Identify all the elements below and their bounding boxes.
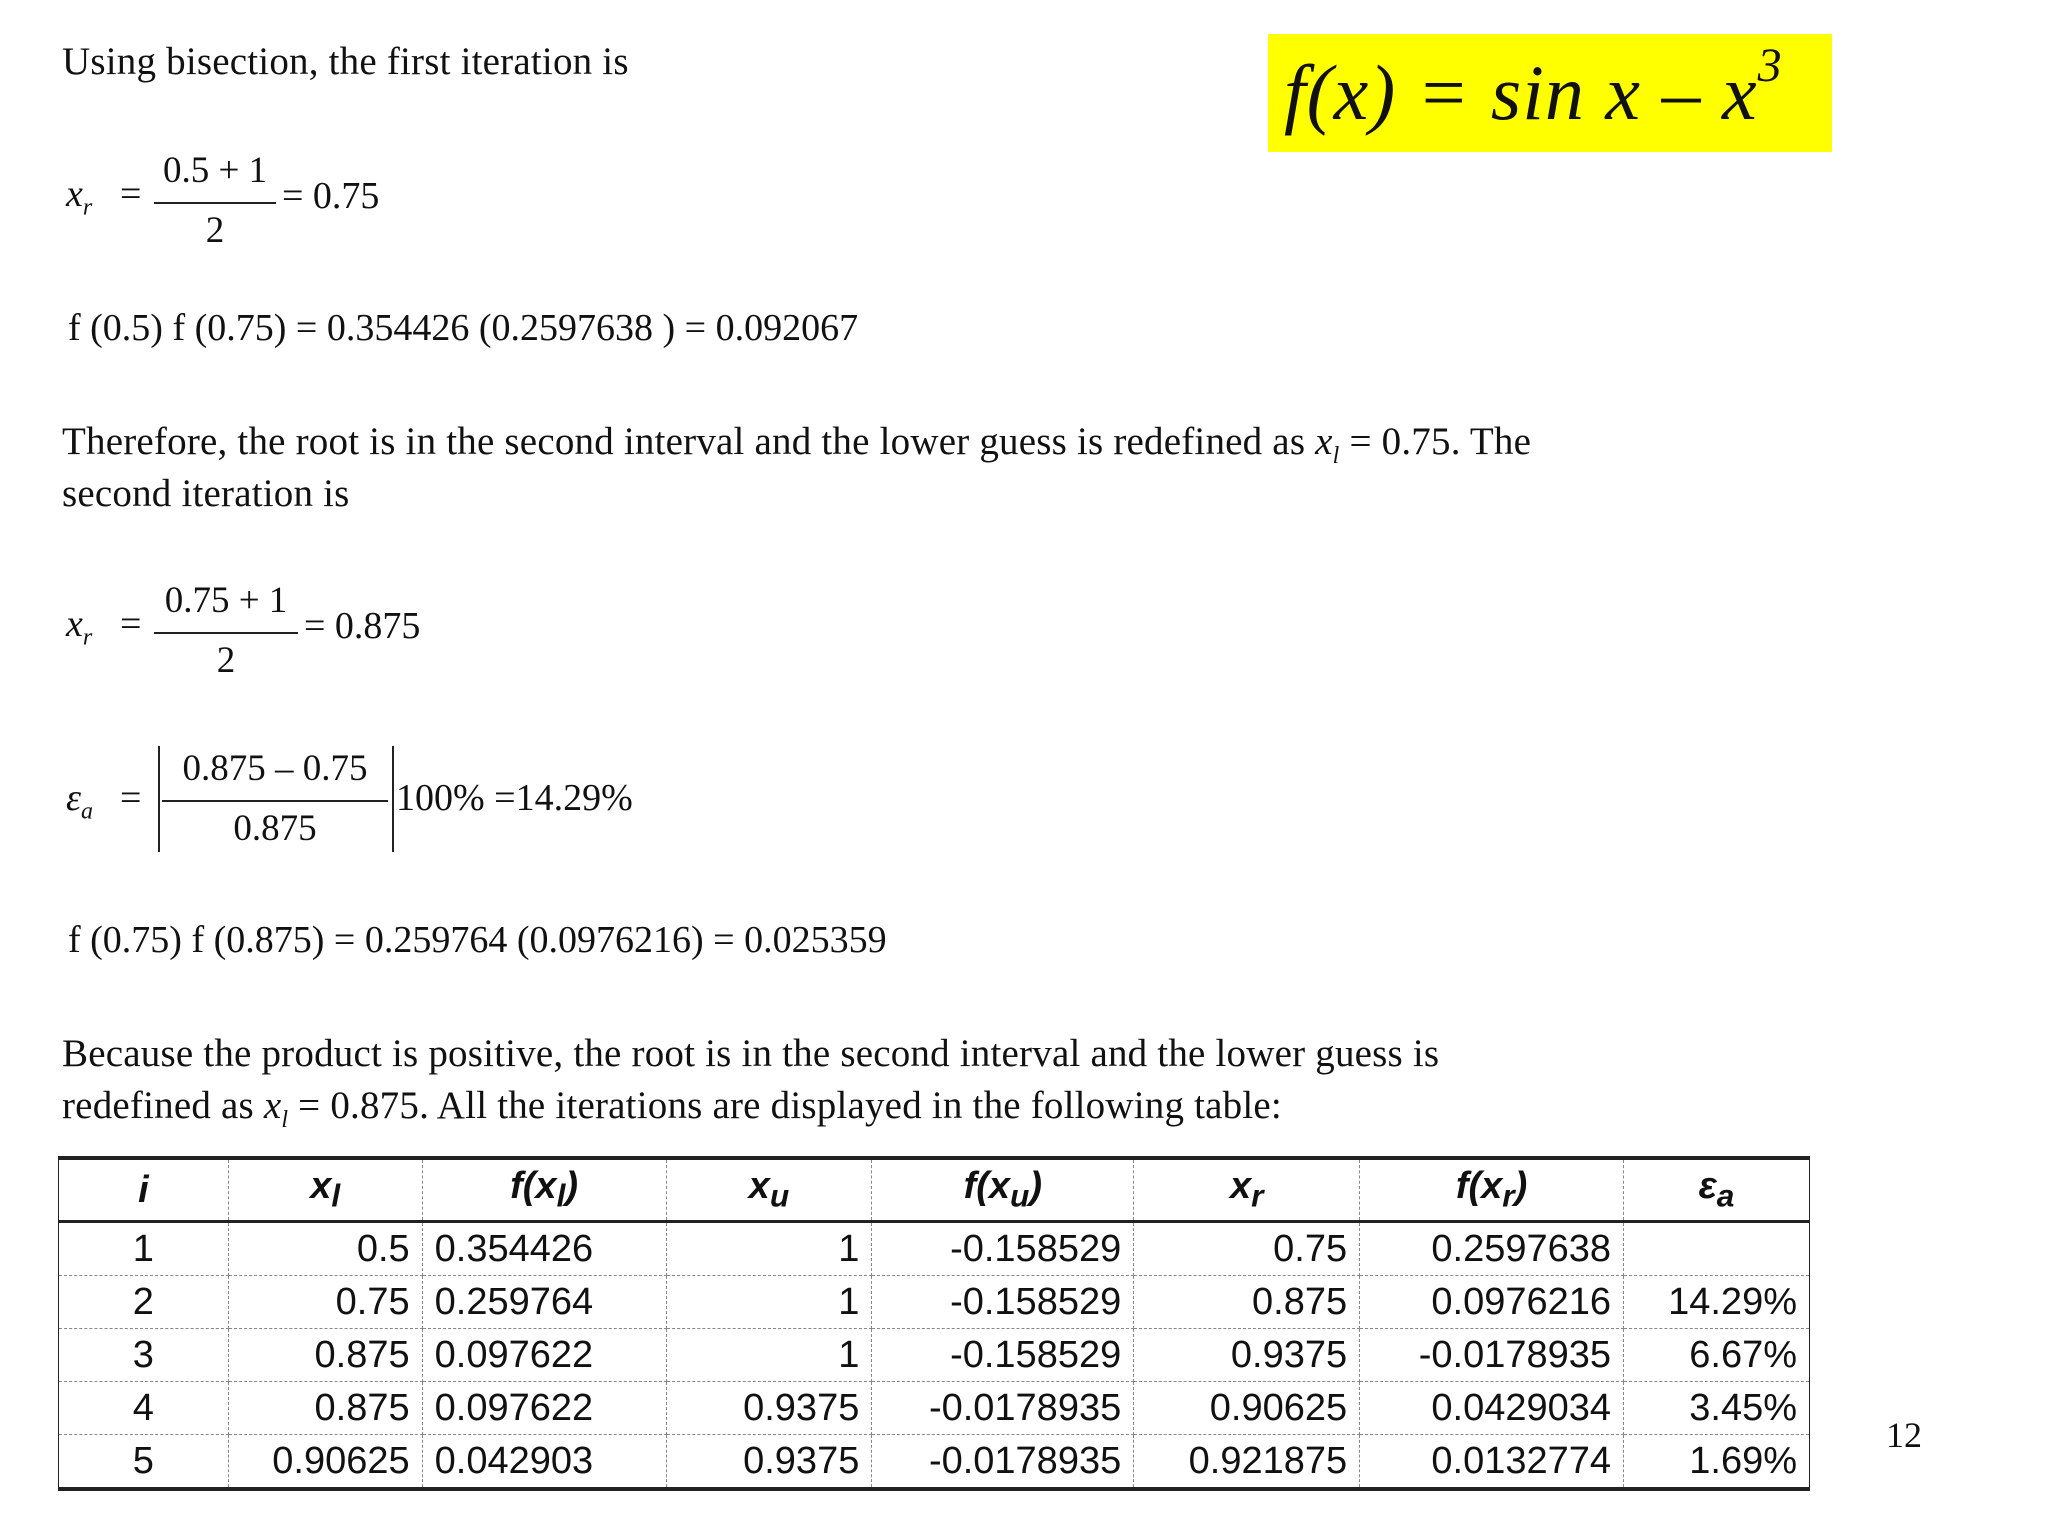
cell-xr: 0.921875 (1134, 1435, 1360, 1490)
eq4-fraction (162, 748, 388, 850)
cell-i: 5 (59, 1435, 229, 1490)
table-row (59, 1435, 1810, 1490)
eq4-denominator: 0.875 (233, 808, 317, 849)
eq1-fraction-bar (154, 202, 276, 204)
eq1-numerator: 0.5 + 1 (162, 150, 268, 191)
cell-xu: 0.9375 (666, 1382, 872, 1435)
cell-i: 4 (59, 1382, 229, 1435)
cell-xl: 0.90625 (228, 1435, 422, 1490)
cell-i: 1 (59, 1222, 229, 1276)
eq1-denominator: 2 (205, 210, 225, 251)
table-row (59, 1276, 1810, 1329)
page-number: 12 (1886, 1415, 1922, 1455)
cell-xl: 0.5 (228, 1222, 422, 1276)
cell-xu: 1 (666, 1329, 872, 1382)
eq3-lhs (66, 602, 92, 652)
header-i: i (59, 1158, 229, 1222)
cell-xu: 0.9375 (666, 1435, 872, 1490)
eq1-fraction (154, 150, 276, 252)
para3-var-sub: l (281, 1106, 289, 1133)
cell-fxu: -0.0178935 (872, 1435, 1134, 1490)
function-label-text: f(x) = sin x – x (1284, 49, 1758, 136)
cell-ea: 6.67% (1624, 1329, 1810, 1382)
table-row (59, 1382, 1810, 1435)
eq3-denominator: 2 (216, 640, 236, 681)
cell-ea: 14.29% (1624, 1276, 1810, 1329)
cell-xr: 0.9375 (1134, 1329, 1360, 1382)
cell-xl: 0.75 (228, 1276, 422, 1329)
cell-xu: 1 (666, 1276, 872, 1329)
cell-fxr: 0.0132774 (1360, 1435, 1624, 1490)
header-fxr: $f(x_r)$ (1360, 1158, 1624, 1222)
cell-ea: 3.45% (1624, 1382, 1810, 1435)
function-label (1284, 39, 1783, 138)
table-row (59, 1329, 1810, 1382)
para3-var: x (263, 1084, 282, 1127)
table-row (59, 1222, 1810, 1276)
cell-xr: 0.875 (1134, 1276, 1360, 1329)
cell-fxr: 0.2597638 (1360, 1222, 1624, 1276)
eq4-equals: = (120, 777, 142, 819)
cell-ea: 1.69% (1624, 1435, 1810, 1490)
eq2: f (0.5) f (0.75) = 0.354426 (0.2597638 ) = 0.092067 (68, 307, 859, 349)
cell-fxl: 0.097622 (422, 1329, 666, 1382)
cell-fxl: 0.042903 (422, 1435, 666, 1490)
cell-fxl: 0.259764 (422, 1276, 666, 1329)
header-fxl: $f(x_l)$ (422, 1158, 666, 1222)
iterations-table (58, 1156, 1810, 1491)
cell-fxu: -0.158529 (872, 1276, 1134, 1329)
eq4-lhs-sub: a (80, 798, 93, 825)
cell-xr: 0.75 (1134, 1222, 1360, 1276)
para3-line2 (62, 1080, 1282, 1146)
cell-fxu: -0.158529 (872, 1329, 1134, 1382)
eq3-equals: = (120, 603, 142, 645)
eq1-equals: = (120, 173, 142, 215)
eq4-abs-bar-right (392, 746, 394, 852)
header-ea: $\varepsilon_a$ (1624, 1158, 1810, 1222)
para3-line2-a: redefined as (62, 1084, 264, 1127)
eq3-fraction-bar (154, 632, 298, 634)
para3-line2-b: = 0.875. All the iterations are displayed in the following table: (288, 1084, 1282, 1127)
eq4-lhs-var: ε (66, 777, 81, 819)
eq4-numerator: 0.875 – 0.75 (182, 748, 368, 789)
cell-ea (1624, 1222, 1810, 1276)
eq4-result: 100% =14.29% (396, 777, 633, 819)
eq3-numerator: 0.75 + 1 (164, 580, 288, 621)
intro-text: Using bisection, the first iteration is (62, 40, 629, 83)
para2-line1-a: Therefore, the root is in the second interval and the lower guess is redefined as (62, 420, 1316, 463)
cell-xu: 1 (666, 1222, 872, 1276)
para2-line2: second iteration is (62, 472, 350, 515)
table-header-row (59, 1158, 1810, 1222)
eq1-result: = 0.75 (282, 175, 380, 217)
header-xl: $x_l$ (228, 1158, 422, 1222)
cell-i: 3 (59, 1329, 229, 1382)
eq5: f (0.75) f (0.875) = 0.259764 (0.0976216) = 0.025359 (68, 919, 887, 961)
eq1-lhs-var: x (66, 173, 83, 215)
eq4-abs-bar-left (158, 746, 160, 852)
eq3-lhs-var: x (66, 603, 83, 645)
cell-fxr: -0.0178935 (1360, 1329, 1624, 1382)
cell-xl: 0.875 (228, 1329, 422, 1382)
eq3-result: = 0.875 (304, 605, 421, 647)
cell-fxr: 0.0429034 (1360, 1382, 1624, 1435)
eq1-lhs-sub: r (82, 194, 93, 221)
para2-var: x (1315, 420, 1333, 463)
eq3-lhs-sub: r (82, 624, 93, 651)
cell-i: 2 (59, 1276, 229, 1329)
cell-fxl: 0.097622 (422, 1382, 666, 1435)
eq4-lhs (66, 776, 93, 826)
header-xr: $x_r$ (1134, 1158, 1360, 1222)
para2-line1-b: = 0.75. The (1339, 420, 1532, 463)
cell-fxu: -0.0178935 (872, 1382, 1134, 1435)
cell-fxr: 0.0976216 (1360, 1276, 1624, 1329)
eq3-fraction (154, 580, 298, 682)
cell-xl: 0.875 (228, 1382, 422, 1435)
eq4-fraction-bar (162, 800, 388, 802)
function-exponent: 3 (1757, 39, 1783, 92)
cell-fxu: -0.158529 (872, 1222, 1134, 1276)
para3-line1: Because the product is positive, the root is in the second interval and the lower guess is (62, 1032, 1440, 1075)
cell-fxl: 0.354426 (422, 1222, 666, 1276)
cell-xr: 0.90625 (1134, 1382, 1360, 1435)
header-fxu: $f(x_u)$ (872, 1158, 1134, 1222)
header-xu: $x_u$ (666, 1158, 872, 1222)
eq1-lhs (66, 172, 92, 222)
para2-var-sub: l (1332, 442, 1340, 469)
